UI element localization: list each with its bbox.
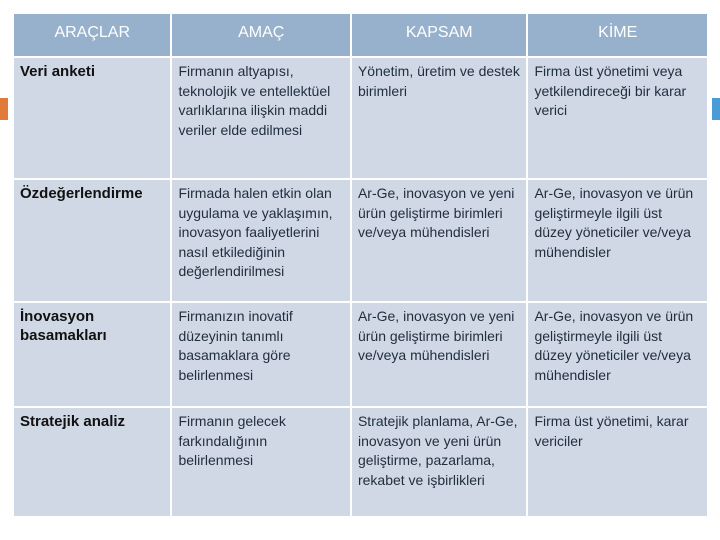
purpose-cell: Firmanızın inovatif düzeyinin tanımlı basamaklara göre belirlenmesi: [172, 303, 350, 406]
tool-cell: Veri anketi: [14, 58, 170, 178]
tool-cell: Stratejik analiz: [14, 408, 170, 516]
purpose-cell: Firmanın altyapısı, teknolojik ve entellektüel varlıklarına ilişkin maddi veriler elde edilmesi: [172, 58, 350, 178]
slide-accent-left: [0, 98, 8, 120]
scope-cell: Stratejik planlama, Ar-Ge, inovasyon ve yeni ürün geliştirme, pazarlama, rekabet ve işbirlikleri: [352, 408, 527, 516]
purpose-cell: Firmada halen etkin olan uygulama ve yaklaşımın, inovasyon faaliyetlerini nasıl etkilediğinin değerlendirilmesi: [172, 180, 350, 301]
scope-cell: Yönetim, üretim ve destek birimleri: [352, 58, 527, 178]
slide-accent-right: [712, 98, 720, 120]
purpose-cell: Firmanın gelecek farkındalığının belirlenmesi: [172, 408, 350, 516]
who-cell: Ar-Ge, inovasyon ve ürün geliştirmeyle ilgili üst düzey yöneticiler ve/veya mühendisler: [528, 180, 707, 301]
header-who: KİME: [528, 14, 707, 56]
scope-cell: Ar-Ge, inovasyon ve yeni ürün geliştirme birimleri ve/veya mühendisleri: [352, 180, 527, 301]
table-row: [14, 58, 707, 178]
header-purpose: AMAÇ: [172, 14, 350, 56]
who-cell: Firma üst yönetimi veya yetkilendireceği bir karar verici: [528, 58, 707, 178]
scope-cell: Ar-Ge, inovasyon ve yeni ürün geliştirme birimleri ve/veya mühendisleri: [352, 303, 527, 406]
who-cell: Firma üst yönetimi, karar vericiler: [528, 408, 707, 516]
tool-cell: İnovasyon basamakları: [14, 303, 170, 406]
who-cell: Ar-Ge, inovasyon ve ürün geliştirmeyle ilgili üst düzey yöneticiler ve/veya mühendisler: [528, 303, 707, 406]
header-row: [14, 14, 707, 56]
tools-table: [12, 12, 709, 518]
tool-cell: Özdeğerlendirme: [14, 180, 170, 301]
table-row: [14, 180, 707, 301]
table-row: [14, 303, 707, 406]
header-scope: KAPSAM: [352, 14, 527, 56]
table-row: [14, 408, 707, 516]
header-tools: ARAÇLAR: [14, 14, 170, 56]
